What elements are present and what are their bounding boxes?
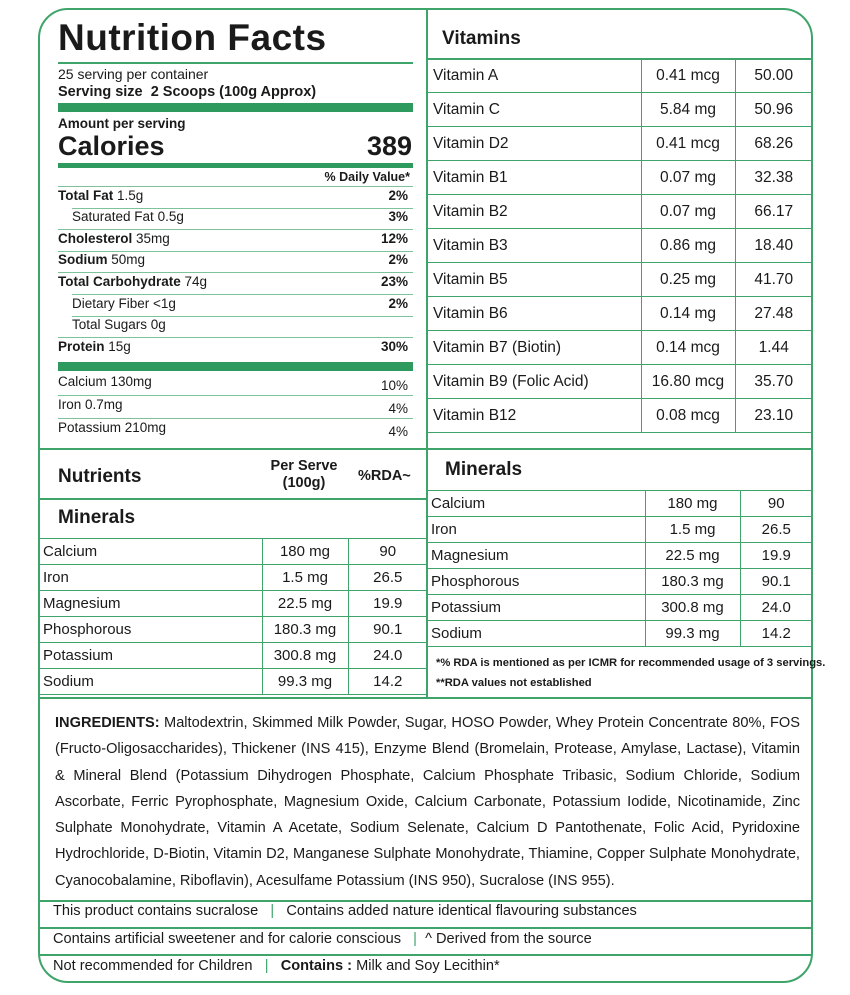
panel-mineral-label: Potassium 210mg bbox=[58, 420, 167, 435]
nutrient-daily-value: 2% bbox=[388, 252, 408, 267]
amount-cell: 0.86 mg bbox=[641, 229, 735, 263]
nutrient-name: Vitamin B9 (Folic Acid) bbox=[427, 365, 641, 399]
nutrition-facts-title: Nutrition Facts bbox=[58, 17, 327, 58]
amount-cell: 180.3 mg bbox=[645, 569, 740, 595]
nutrient-row bbox=[58, 188, 410, 208]
mineral-row bbox=[427, 621, 812, 647]
rda-cell: 41.70 bbox=[735, 263, 812, 297]
rda-cell: 66.17 bbox=[735, 195, 812, 229]
nutrient-name: Vitamin A bbox=[427, 59, 641, 93]
nutrient-label: Saturated Fat 0.5g bbox=[72, 209, 184, 224]
ingredients-text: Maltodextrin, Skimmed Milk Powder, Sugar, HOSO Powder, Whey Protein Concentrate 80%, FOS (Fructo-Oligosaccharides), Thickener (INS 415), Enzyme Blend (Bromelain, Protease, Amylase, Lactase), Vitamin & Mineral Blend (Potassium Dihydrogen Phosphate, Calcium Phosphate Tribasic, Sodium Chloride, Sodium Ascorbate, Ferric Pyrophosphate, Magnesium Oxide, Calcium Carbonate, Potassium Iodide, Nicotinamide, Zinc Sulphate Monohydrate, Vitamin A Acetate, Sodium Selenate, Calcium D Pantothenate, Folic Acid, Pyridoxine Hydrochloride, D-Biotin, Vitamin D2, Manganese Sulphate Monohydrate, Thiamine, Copper Sulphate Monohydrate, Cyanocobalamine, Riboflavin), Acesulfame Potassium (INS 950), Sucralose (INS 955). bbox=[55, 715, 800, 889]
footer-divider-2 bbox=[39, 927, 812, 929]
panel-mineral-label: Iron 0.7mg bbox=[58, 397, 123, 412]
nutrient-name: Vitamin C bbox=[427, 93, 641, 127]
rda-cell: 19.9 bbox=[348, 591, 427, 617]
nutrient-name: Potassium bbox=[39, 643, 262, 669]
footer-line-2: Contains artificial sweetener and for calorie conscious | ^ Derived from the source bbox=[53, 931, 592, 947]
amount-cell: 16.80 mcg bbox=[641, 365, 735, 399]
minerals-right-table bbox=[427, 490, 812, 647]
vitamin-row bbox=[427, 59, 812, 93]
footer-line-1: This product contains sucralose | Contains added nature identical flavouring substances bbox=[53, 903, 637, 919]
nutrient-label: Cholesterol 35mg bbox=[58, 231, 170, 246]
amount-cell: 300.8 mg bbox=[645, 595, 740, 621]
ingredients-label: INGREDIENTS: bbox=[55, 715, 160, 731]
vitamin-row bbox=[427, 331, 812, 365]
amount-cell: 0.25 mg bbox=[641, 263, 735, 297]
vitamin-row bbox=[427, 399, 812, 433]
rda-cell: 24.0 bbox=[348, 643, 427, 669]
panel-mineral-dv: 4% bbox=[388, 401, 408, 416]
panel-mineral-dv: 4% bbox=[388, 424, 408, 439]
rda-cell: 50.00 bbox=[735, 59, 812, 93]
nutrient-row bbox=[58, 274, 410, 294]
nutrient-label: Dietary Fiber <1g bbox=[72, 296, 176, 311]
nutrients-heading: Nutrients bbox=[58, 466, 142, 487]
nutrient-name: Vitamin B5 bbox=[427, 263, 641, 297]
nutrient-name: Vitamin B7 (Biotin) bbox=[427, 331, 641, 365]
daily-value-header: % Daily Value* bbox=[324, 170, 410, 184]
footer-divider-3 bbox=[39, 954, 812, 956]
rda-note: *% RDA is mentioned as per ICMR for recommended usage of 3 servings. bbox=[436, 657, 826, 669]
amount-cell: 5.84 mg bbox=[641, 93, 735, 127]
footer-line-3: Not recommended for Children | Contains : Milk and Soy Lecithin* bbox=[53, 958, 500, 974]
calories-value: 389 bbox=[366, 131, 412, 161]
nutrient-daily-value: 23% bbox=[380, 274, 408, 289]
nutrient-daily-value: 30% bbox=[380, 339, 408, 354]
amount-cell: 180.3 mg bbox=[262, 617, 348, 643]
rda-cell: 27.48 bbox=[735, 297, 812, 331]
nutrients-header-line bbox=[39, 498, 427, 500]
nutrient-label: Sodium 50mg bbox=[58, 252, 146, 267]
amount-cell: 0.41 mcg bbox=[641, 59, 735, 93]
footer-divider-1 bbox=[39, 900, 812, 902]
amount-cell: 0.07 mg bbox=[641, 161, 735, 195]
rda-cell: 90 bbox=[740, 491, 812, 517]
amount-cell: 0.08 mcg bbox=[641, 399, 735, 433]
minerals-right-title: Minerals bbox=[445, 459, 523, 480]
nutrient-row bbox=[58, 231, 410, 251]
amount-cell: 1.5 mg bbox=[262, 565, 348, 591]
panel-mineral-label: Calcium 130mg bbox=[58, 374, 152, 389]
nutrient-row bbox=[58, 252, 410, 272]
rda-cell: 90.1 bbox=[348, 617, 427, 643]
panel-mineral-dv: 10% bbox=[380, 378, 408, 393]
nutrient-name: Calcium bbox=[427, 491, 645, 517]
nutrient-name: Phosphorous bbox=[427, 569, 645, 595]
nutrient-label: Total Fat 1.5g bbox=[58, 188, 144, 203]
mineral-row bbox=[39, 565, 427, 591]
amount-per-serving: Amount per serving bbox=[58, 116, 186, 131]
amount-cell: 22.5 mg bbox=[645, 543, 740, 569]
nutrient-name: Vitamin B12 bbox=[427, 399, 641, 433]
vitamins-table bbox=[427, 58, 812, 433]
amount-cell: 0.14 mg bbox=[641, 297, 735, 331]
minerals-left-table bbox=[39, 538, 427, 695]
vitamin-row bbox=[427, 195, 812, 229]
nutrient-row bbox=[58, 296, 410, 316]
vitamin-row bbox=[427, 365, 812, 399]
amount-cell: 22.5 mg bbox=[262, 591, 348, 617]
amount-cell: 99.3 mg bbox=[645, 621, 740, 647]
rda-cell: 14.2 bbox=[740, 621, 812, 647]
mineral-row bbox=[427, 543, 812, 569]
nutrient-label: Total Carbohydrate 74g bbox=[58, 274, 208, 289]
rda-cell: 68.26 bbox=[735, 127, 812, 161]
serving-size: Serving size 2 Scoops (100g Approx) bbox=[58, 84, 317, 100]
nutrient-label: Total Sugars 0g bbox=[72, 317, 166, 332]
vitamin-row bbox=[427, 297, 812, 331]
ingredients-top-divider bbox=[39, 697, 812, 699]
panel-mineral-row bbox=[58, 397, 410, 417]
amount-cell: 1.5 mg bbox=[645, 517, 740, 543]
amount-cell: 99.3 mg bbox=[262, 669, 348, 695]
rda-cell: 90.1 bbox=[740, 569, 812, 595]
calories-row bbox=[58, 131, 412, 161]
amount-cell: 180 mg bbox=[262, 539, 348, 565]
panel-mineral-row bbox=[58, 420, 410, 440]
rda-cell: 26.5 bbox=[740, 517, 812, 543]
thick-bar-3 bbox=[58, 362, 413, 371]
nutrient-name: Vitamin B3 bbox=[427, 229, 641, 263]
rda-cell: 14.2 bbox=[348, 669, 427, 695]
mineral-row bbox=[427, 569, 812, 595]
vitamins-bottom-line bbox=[427, 448, 812, 450]
nutrient-name: Vitamin B1 bbox=[427, 161, 641, 195]
nutrient-name: Sodium bbox=[39, 669, 262, 695]
rda-not-established-note: **RDA values not established bbox=[436, 677, 592, 689]
nutrient-name: Iron bbox=[39, 565, 262, 591]
rda-cell: 19.9 bbox=[740, 543, 812, 569]
rda-heading: %RDA~ bbox=[358, 468, 411, 484]
nutrient-row bbox=[58, 209, 410, 229]
nutrient-name: Vitamin D2 bbox=[427, 127, 641, 161]
vitamins-title: Vitamins bbox=[442, 28, 521, 49]
mineral-row bbox=[427, 595, 812, 621]
rda-cell: 90 bbox=[348, 539, 427, 565]
nutrient-row bbox=[58, 339, 410, 359]
vitamins-top-line bbox=[427, 58, 812, 60]
panel-mineral-row bbox=[58, 374, 410, 394]
vitamin-row bbox=[427, 161, 812, 195]
nutrient-daily-value: 2% bbox=[388, 296, 408, 311]
nutrient-name: Calcium bbox=[39, 539, 262, 565]
nutrient-row bbox=[58, 317, 410, 337]
nutrient-label: Protein 15g bbox=[58, 339, 131, 354]
mineral-row bbox=[39, 617, 427, 643]
amount-cell: 0.41 mcg bbox=[641, 127, 735, 161]
thick-bar-2 bbox=[58, 163, 413, 168]
mineral-row bbox=[39, 643, 427, 669]
rda-cell: 18.40 bbox=[735, 229, 812, 263]
thick-bar-1 bbox=[58, 103, 413, 112]
rda-cell: 26.5 bbox=[348, 565, 427, 591]
rda-cell: 32.38 bbox=[735, 161, 812, 195]
nutrient-daily-value: 2% bbox=[388, 188, 408, 203]
servings-per-container: 25 serving per container bbox=[58, 66, 209, 82]
per-serve-heading: Per Serve (100g) bbox=[270, 458, 338, 491]
nutrient-name: Phosphorous bbox=[39, 617, 262, 643]
left-section-divider bbox=[39, 448, 427, 450]
nutrient-name: Vitamin B6 bbox=[427, 297, 641, 331]
mineral-row bbox=[427, 517, 812, 543]
amount-cell: 180 mg bbox=[645, 491, 740, 517]
calories-label: Calories bbox=[58, 131, 165, 161]
vitamin-row bbox=[427, 263, 812, 297]
ingredients-block bbox=[55, 710, 800, 894]
rda-cell: 50.96 bbox=[735, 93, 812, 127]
amount-cell: 0.14 mcg bbox=[641, 331, 735, 365]
mineral-row bbox=[39, 669, 427, 695]
rda-cell: 23.10 bbox=[735, 399, 812, 433]
mineral-row bbox=[427, 491, 812, 517]
rda-cell: 1.44 bbox=[735, 331, 812, 365]
nutrient-daily-value: 3% bbox=[388, 209, 408, 224]
rda-cell: 24.0 bbox=[740, 595, 812, 621]
nutrient-daily-value: 12% bbox=[380, 231, 408, 246]
minerals-left-title: Minerals bbox=[58, 507, 136, 528]
rda-cell: 35.70 bbox=[735, 365, 812, 399]
amount-cell: 0.07 mg bbox=[641, 195, 735, 229]
vitamin-row bbox=[427, 93, 812, 127]
nutrient-name: Vitamin B2 bbox=[427, 195, 641, 229]
nutrient-name: Sodium bbox=[427, 621, 645, 647]
vitamin-row bbox=[427, 127, 812, 161]
mineral-row bbox=[39, 591, 427, 617]
vitamin-row bbox=[427, 229, 812, 263]
mineral-row bbox=[39, 539, 427, 565]
nutrient-name: Iron bbox=[427, 517, 645, 543]
nutrient-name: Potassium bbox=[427, 595, 645, 621]
nutrient-name: Magnesium bbox=[39, 591, 262, 617]
amount-cell: 300.8 mg bbox=[262, 643, 348, 669]
nutrient-name: Magnesium bbox=[427, 543, 645, 569]
